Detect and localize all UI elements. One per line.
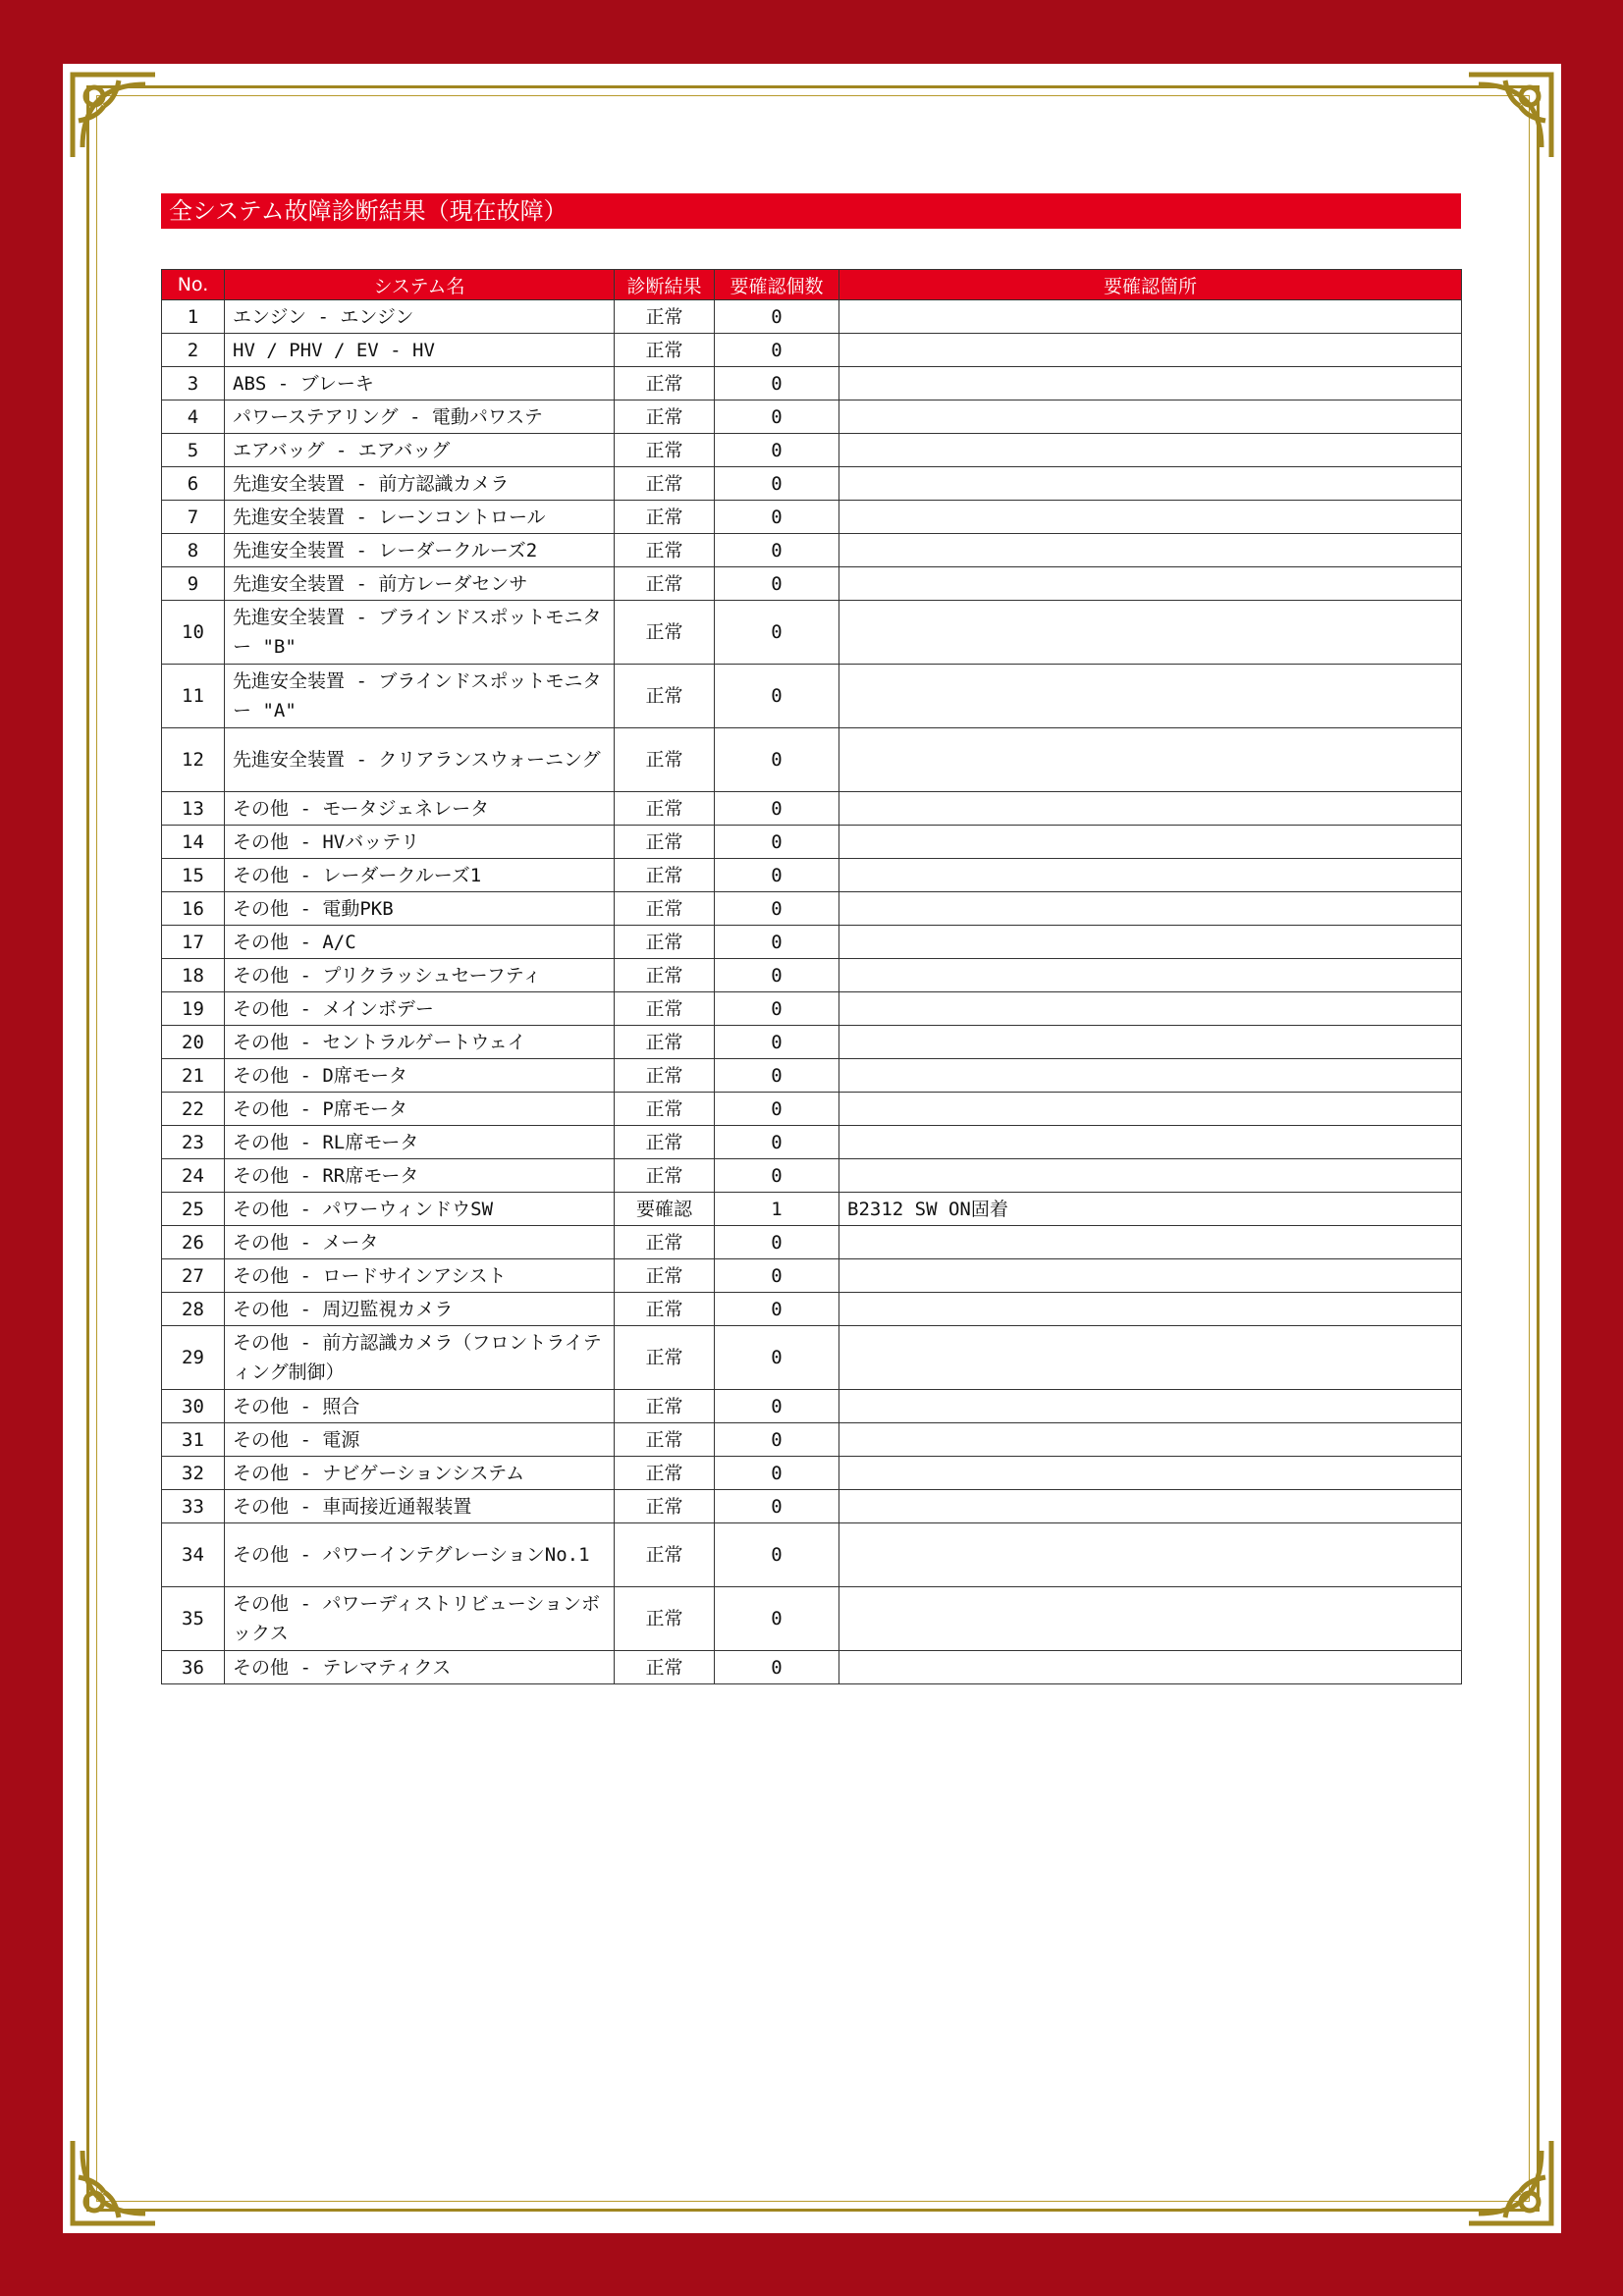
row-number: 19 <box>162 992 225 1026</box>
count-cell: 0 <box>715 1026 839 1059</box>
count-cell: 0 <box>715 859 839 892</box>
location-cell <box>839 1259 1462 1293</box>
system-name-cell: その他 - パワーディストリビューションボックス <box>225 1587 615 1651</box>
location-cell <box>839 1423 1462 1457</box>
result-cell: 正常 <box>615 1490 715 1523</box>
row-number: 22 <box>162 1093 225 1126</box>
system-name-cell: その他 - 照合 <box>225 1390 615 1423</box>
location-cell <box>839 400 1462 434</box>
location-cell <box>839 1587 1462 1651</box>
table-row <box>162 300 1462 334</box>
row-number: 25 <box>162 1193 225 1226</box>
system-name-cell: その他 - モータジェネレータ <box>225 792 615 826</box>
location-cell <box>839 1651 1462 1684</box>
row-number: 4 <box>162 400 225 434</box>
system-name-cell: その他 - P席モータ <box>225 1093 615 1126</box>
location-cell <box>839 1093 1462 1126</box>
location-cell: B2312 SW ON固着 <box>839 1193 1462 1226</box>
system-name-cell: その他 - レーダークルーズ1 <box>225 859 615 892</box>
count-cell: 0 <box>715 992 839 1026</box>
system-name-cell: 先進安全装置 - レーンコントロール <box>225 501 615 534</box>
table-row <box>162 534 1462 567</box>
table-row <box>162 1059 1462 1093</box>
table-row <box>162 1193 1462 1226</box>
corner-ornament-icon <box>1461 67 1559 165</box>
location-cell <box>839 467 1462 501</box>
result-cell: 正常 <box>615 1059 715 1093</box>
count-cell: 0 <box>715 1390 839 1423</box>
table-row <box>162 1457 1462 1490</box>
header-count: 要確認個数 <box>715 270 839 300</box>
result-cell: 正常 <box>615 1423 715 1457</box>
table-row <box>162 367 1462 400</box>
row-number: 21 <box>162 1059 225 1093</box>
system-name-cell: その他 - D席モータ <box>225 1059 615 1093</box>
header-result: 診断結果 <box>615 270 715 300</box>
result-cell: 正常 <box>615 567 715 601</box>
location-cell <box>839 1059 1462 1093</box>
system-name-cell: 先進安全装置 - 前方レーダセンサ <box>225 567 615 601</box>
result-cell: 正常 <box>615 1457 715 1490</box>
row-number: 27 <box>162 1259 225 1293</box>
table-row <box>162 1326 1462 1390</box>
system-name-cell: その他 - RL席モータ <box>225 1126 615 1159</box>
count-cell: 0 <box>715 826 839 859</box>
row-number: 9 <box>162 567 225 601</box>
result-cell: 正常 <box>615 534 715 567</box>
row-number: 35 <box>162 1587 225 1651</box>
location-cell <box>839 501 1462 534</box>
count-cell: 0 <box>715 1093 839 1126</box>
system-name-cell: その他 - パワーインテグレーションNo.1 <box>225 1523 615 1587</box>
table-row <box>162 1587 1462 1651</box>
table-row <box>162 892 1462 926</box>
system-name-cell: 先進安全装置 - レーダークルーズ2 <box>225 534 615 567</box>
location-cell <box>839 826 1462 859</box>
result-cell: 正常 <box>615 467 715 501</box>
system-name-cell: その他 - セントラルゲートウェイ <box>225 1026 615 1059</box>
location-cell <box>839 434 1462 467</box>
result-cell: 正常 <box>615 1326 715 1390</box>
row-number: 28 <box>162 1293 225 1326</box>
location-cell <box>839 601 1462 665</box>
corner-ornament-icon <box>1461 2133 1559 2231</box>
corner-ornament-icon <box>65 67 163 165</box>
system-name-cell: その他 - 周辺監視カメラ <box>225 1293 615 1326</box>
table-row <box>162 1159 1462 1193</box>
system-name-cell: その他 - 電動PKB <box>225 892 615 926</box>
result-cell: 正常 <box>615 1390 715 1423</box>
table-header-row <box>162 270 1462 300</box>
count-cell: 0 <box>715 434 839 467</box>
location-cell <box>839 1457 1462 1490</box>
section-title: 全システム故障診断結果（現在故障） <box>161 193 1461 229</box>
location-cell <box>839 1126 1462 1159</box>
count-cell: 0 <box>715 501 839 534</box>
row-number: 15 <box>162 859 225 892</box>
system-name-cell: ABS - ブレーキ <box>225 367 615 400</box>
row-number: 29 <box>162 1326 225 1390</box>
table-row <box>162 601 1462 665</box>
result-cell: 正常 <box>615 1259 715 1293</box>
location-cell <box>839 1293 1462 1326</box>
table-row <box>162 1390 1462 1423</box>
system-name-cell: エンジン - エンジン <box>225 300 615 334</box>
corner-ornament-icon <box>65 2133 163 2231</box>
row-number: 2 <box>162 334 225 367</box>
result-cell: 正常 <box>615 400 715 434</box>
count-cell: 0 <box>715 1587 839 1651</box>
table-row <box>162 434 1462 467</box>
table-row <box>162 1293 1462 1326</box>
result-cell: 正常 <box>615 926 715 959</box>
row-number: 31 <box>162 1423 225 1457</box>
location-cell <box>839 534 1462 567</box>
result-cell: 正常 <box>615 1159 715 1193</box>
row-number: 30 <box>162 1390 225 1423</box>
result-cell: 正常 <box>615 1093 715 1126</box>
result-cell: 正常 <box>615 892 715 926</box>
table-row <box>162 728 1462 792</box>
count-cell: 0 <box>715 959 839 992</box>
location-cell <box>839 1523 1462 1587</box>
result-cell: 正常 <box>615 1523 715 1587</box>
row-number: 12 <box>162 728 225 792</box>
row-number: 32 <box>162 1457 225 1490</box>
system-name-cell: その他 - テレマティクス <box>225 1651 615 1684</box>
location-cell <box>839 1326 1462 1390</box>
table-row <box>162 992 1462 1026</box>
row-number: 17 <box>162 926 225 959</box>
system-name-cell: 先進安全装置 - クリアランスウォーニング <box>225 728 615 792</box>
location-cell <box>839 367 1462 400</box>
table-row <box>162 1226 1462 1259</box>
system-name-cell: その他 - A/C <box>225 926 615 959</box>
system-name-cell: その他 - ロードサインアシスト <box>225 1259 615 1293</box>
location-cell <box>839 1026 1462 1059</box>
location-cell <box>839 334 1462 367</box>
count-cell: 0 <box>715 334 839 367</box>
count-cell: 0 <box>715 1326 839 1390</box>
row-number: 6 <box>162 467 225 501</box>
table-row <box>162 334 1462 367</box>
result-cell: 正常 <box>615 1293 715 1326</box>
result-cell: 正常 <box>615 501 715 534</box>
count-cell: 0 <box>715 1226 839 1259</box>
table-row <box>162 501 1462 534</box>
result-cell: 正常 <box>615 1126 715 1159</box>
location-cell <box>839 1490 1462 1523</box>
table-row <box>162 1026 1462 1059</box>
result-cell: 正常 <box>615 859 715 892</box>
count-cell: 0 <box>715 1259 839 1293</box>
table-row <box>162 1126 1462 1159</box>
system-name-cell: その他 - プリクラッシュセーフティ <box>225 959 615 992</box>
count-cell: 1 <box>715 1193 839 1226</box>
table-row <box>162 1490 1462 1523</box>
location-cell <box>839 665 1462 728</box>
row-number: 23 <box>162 1126 225 1159</box>
result-cell: 正常 <box>615 300 715 334</box>
table-row <box>162 665 1462 728</box>
count-cell: 0 <box>715 300 839 334</box>
row-number: 3 <box>162 367 225 400</box>
system-name-cell: 先進安全装置 - ブラインドスポットモニター "B" <box>225 601 615 665</box>
location-cell <box>839 959 1462 992</box>
row-number: 14 <box>162 826 225 859</box>
count-cell: 0 <box>715 1159 839 1193</box>
system-name-cell: 先進安全装置 - ブラインドスポットモニター "A" <box>225 665 615 728</box>
table-row <box>162 1651 1462 1684</box>
system-name-cell: その他 - 電源 <box>225 1423 615 1457</box>
count-cell: 0 <box>715 1423 839 1457</box>
table-row <box>162 959 1462 992</box>
count-cell: 0 <box>715 1293 839 1326</box>
result-cell: 正常 <box>615 367 715 400</box>
row-number: 10 <box>162 601 225 665</box>
result-cell: 正常 <box>615 992 715 1026</box>
row-number: 5 <box>162 434 225 467</box>
result-cell: 正常 <box>615 959 715 992</box>
result-cell: 正常 <box>615 601 715 665</box>
location-cell <box>839 1159 1462 1193</box>
count-cell: 0 <box>715 728 839 792</box>
table-row <box>162 826 1462 859</box>
header-no: No. <box>162 270 225 300</box>
location-cell <box>839 1390 1462 1423</box>
diagnosis-table <box>161 269 1462 1684</box>
table-row <box>162 467 1462 501</box>
location-cell <box>839 859 1462 892</box>
location-cell <box>839 1226 1462 1259</box>
count-cell: 0 <box>715 892 839 926</box>
location-cell <box>839 792 1462 826</box>
system-name-cell: その他 - 前方認識カメラ（フロントライティング制御） <box>225 1326 615 1390</box>
row-number: 36 <box>162 1651 225 1684</box>
row-number: 13 <box>162 792 225 826</box>
result-cell: 正常 <box>615 1026 715 1059</box>
table-row <box>162 400 1462 434</box>
table-row <box>162 1093 1462 1126</box>
count-cell: 0 <box>715 534 839 567</box>
count-cell: 0 <box>715 367 839 400</box>
row-number: 11 <box>162 665 225 728</box>
row-number: 8 <box>162 534 225 567</box>
result-cell: 正常 <box>615 826 715 859</box>
row-number: 33 <box>162 1490 225 1523</box>
location-cell <box>839 567 1462 601</box>
count-cell: 0 <box>715 601 839 665</box>
location-cell <box>839 728 1462 792</box>
row-number: 7 <box>162 501 225 534</box>
system-name-cell: その他 - RR席モータ <box>225 1159 615 1193</box>
result-cell: 正常 <box>615 334 715 367</box>
count-cell: 0 <box>715 400 839 434</box>
result-cell: 正常 <box>615 665 715 728</box>
result-cell: 要確認 <box>615 1193 715 1226</box>
location-cell <box>839 300 1462 334</box>
system-name-cell: その他 - ナビゲーションシステム <box>225 1457 615 1490</box>
count-cell: 0 <box>715 1651 839 1684</box>
table-row <box>162 926 1462 959</box>
system-name-cell: エアバッグ - エアバッグ <box>225 434 615 467</box>
system-name-cell: HV / PHV / EV - HV <box>225 334 615 367</box>
count-cell: 0 <box>715 1059 839 1093</box>
system-name-cell: 先進安全装置 - 前方認識カメラ <box>225 467 615 501</box>
result-cell: 正常 <box>615 1651 715 1684</box>
count-cell: 0 <box>715 792 839 826</box>
count-cell: 0 <box>715 926 839 959</box>
row-number: 26 <box>162 1226 225 1259</box>
table-row <box>162 1523 1462 1587</box>
result-cell: 正常 <box>615 728 715 792</box>
row-number: 20 <box>162 1026 225 1059</box>
row-number: 24 <box>162 1159 225 1193</box>
count-cell: 0 <box>715 1126 839 1159</box>
count-cell: 0 <box>715 1490 839 1523</box>
count-cell: 0 <box>715 1457 839 1490</box>
system-name-cell: その他 - メータ <box>225 1226 615 1259</box>
location-cell <box>839 926 1462 959</box>
header-system-name: システム名 <box>225 270 615 300</box>
location-cell <box>839 992 1462 1026</box>
header-location: 要確認箇所 <box>839 270 1462 300</box>
location-cell <box>839 892 1462 926</box>
row-number: 34 <box>162 1523 225 1587</box>
result-cell: 正常 <box>615 434 715 467</box>
result-cell: 正常 <box>615 1587 715 1651</box>
system-name-cell: その他 - 車両接近通報装置 <box>225 1490 615 1523</box>
system-name-cell: その他 - メインボデー <box>225 992 615 1026</box>
count-cell: 0 <box>715 467 839 501</box>
system-name-cell: その他 - HVバッテリ <box>225 826 615 859</box>
row-number: 18 <box>162 959 225 992</box>
count-cell: 0 <box>715 665 839 728</box>
count-cell: 0 <box>715 1523 839 1587</box>
table-row <box>162 859 1462 892</box>
row-number: 16 <box>162 892 225 926</box>
table-row <box>162 567 1462 601</box>
table-row <box>162 1423 1462 1457</box>
result-cell: 正常 <box>615 792 715 826</box>
table-row <box>162 792 1462 826</box>
result-cell: 正常 <box>615 1226 715 1259</box>
system-name-cell: その他 - パワーウィンドウSW <box>225 1193 615 1226</box>
row-number: 1 <box>162 300 225 334</box>
table-row <box>162 1259 1462 1293</box>
count-cell: 0 <box>715 567 839 601</box>
system-name-cell: パワーステアリング - 電動パワステ <box>225 400 615 434</box>
